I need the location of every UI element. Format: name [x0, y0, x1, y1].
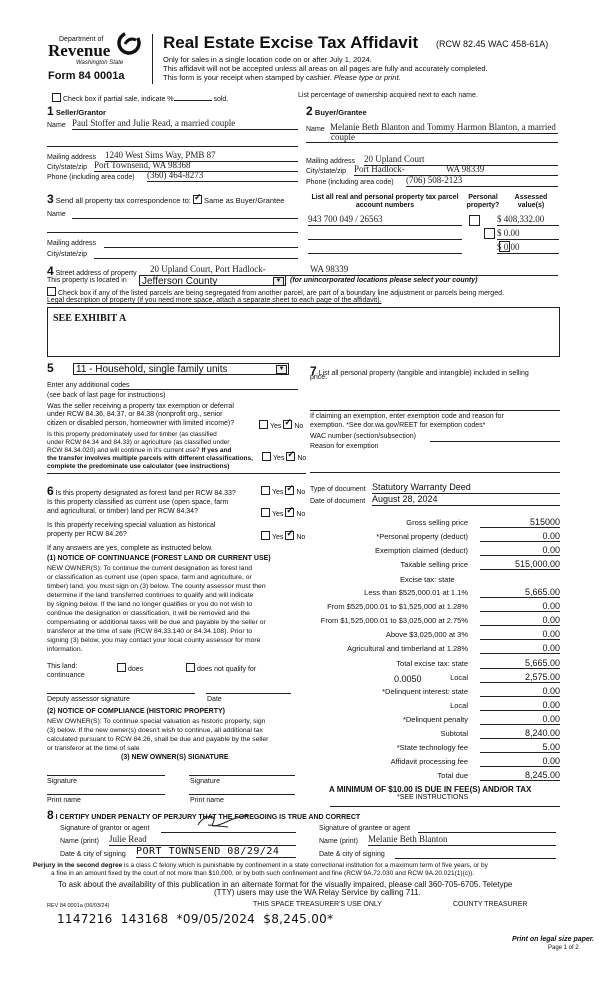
buyer-mailing-field[interactable]: 20 Upland Court [364, 154, 558, 166]
fee-value[interactable]: 0.00 [480, 531, 560, 542]
legal-description-value: SEE EXHIBIT A [53, 313, 127, 324]
fee-row-subtotal [300, 728, 560, 741]
q2-no-checkbox[interactable] [286, 452, 295, 461]
seller-name-field-2[interactable] [47, 136, 298, 147]
q2-line1: Is this property predominately used for timber (as classified [47, 431, 217, 438]
fee-row-total-due [300, 770, 560, 783]
seller-heading-label: Seller/Grantor [55, 108, 106, 117]
print-name-label-2: Print name [190, 797, 224, 804]
corr-mailing-field[interactable] [104, 239, 298, 248]
exemption-line1: If claiming an exemption, enter exemption code and reason for [310, 413, 504, 420]
parcel-personal-checkbox[interactable] [469, 215, 480, 226]
fee-label: Agricultural and timberland at 1.28% [347, 644, 468, 653]
grantee-name-label: Name (print) [319, 838, 358, 845]
if-yes-note: If any answers are yes, complete as instructed below. [47, 545, 213, 552]
seller-mailing-field[interactable]: 1240 West Sims Way, PMB 87 [105, 150, 298, 162]
yes-label: Yes [272, 489, 284, 496]
correspondence-label: Send all property tax correspondence to: [55, 196, 191, 205]
grantee-signature-field[interactable] [418, 822, 556, 833]
fee-row-personal [300, 531, 560, 544]
q1-yes-checkbox[interactable] [259, 420, 268, 429]
fee-row-delinquent-local [300, 700, 560, 713]
section5-divider [47, 473, 306, 474]
form-number: Form 84 0001a [48, 70, 125, 82]
s6-q1-yes-checkbox[interactable] [261, 486, 270, 495]
corr-name-label: Name [47, 211, 66, 218]
partial-sale-suffix: sold. [213, 96, 229, 103]
q2-yes-checkbox[interactable] [262, 452, 271, 461]
partial-sale-percent-field[interactable] [174, 92, 212, 101]
section7-label [310, 364, 529, 378]
fee-label: Gross selling price [406, 518, 468, 527]
wac-label: WAC number (section/subsection) [310, 433, 416, 440]
agency-dept: Department of [59, 36, 104, 43]
buyer-heading [306, 104, 367, 118]
no-label: No [296, 511, 306, 518]
same-as-buyer-checkbox[interactable] [193, 195, 202, 204]
section7-label-line1: List all personal property (tangible and intangible) included in selling [318, 370, 529, 377]
perjury-text: is a class C felony which is punishable by confinement in a state correctional institution for a maximum term of five years, or by [122, 862, 488, 869]
fee-value[interactable]: 0.00 [480, 643, 560, 654]
agency-state: Washington State [76, 60, 124, 66]
corr-city-field[interactable] [94, 250, 298, 259]
fee-row-gross [300, 517, 560, 530]
this-land-label: This land: [47, 663, 78, 670]
s6-q3-line2: property per RCW 84.26? [47, 531, 127, 538]
section-7-number: 7 [310, 364, 317, 378]
no-label: No [294, 423, 304, 430]
chevron-down-icon[interactable]: ▼ [273, 277, 284, 286]
q1-line2: under RCW 84.36, 84.37, or 84.38 (nonprofit org., senior [47, 411, 223, 418]
treasurer-stamp: 1147216 143168 *09/05/2024 $8,245.00* [57, 912, 334, 926]
notice2-line: or transferor at the time of sale [47, 745, 140, 752]
q1-yes-no [259, 420, 303, 430]
header-note-3 [163, 73, 401, 82]
county-select-value: Jefferson County [142, 276, 218, 287]
no-label: No [296, 534, 306, 541]
legal-description-box[interactable] [47, 307, 560, 357]
section-2-number: 2 [306, 104, 313, 118]
fee-label: *Delinquent interest: state [382, 687, 468, 696]
buyer-phone-label: Phone (including area code) [306, 179, 394, 186]
section-8-number: 8 [47, 808, 54, 822]
additional-codes-label: Enter any additional codes [47, 382, 130, 389]
seller-city-field[interactable]: Port Townsend, WA 98368 [94, 160, 298, 172]
q2-line3 [47, 447, 231, 454]
ownership-note: List percentage of ownership acquired next to each name. [298, 92, 478, 99]
parcel-assessed-field[interactable]: $ 408,332.00 [497, 214, 559, 226]
yes-label: Yes [270, 423, 282, 430]
buyer-name-line-2 [306, 141, 558, 143]
notice1-line: compensating or additional taxes will be due and payable by the seller or [47, 619, 266, 626]
buyer-mailing-label: Mailing address [306, 158, 356, 165]
notice1-line: continue the designation or classification, it will be removed and the [47, 610, 250, 617]
fee-value[interactable]: 5,665.00 [480, 587, 560, 598]
fee-label: Taxable selling price [400, 560, 468, 569]
notice2-body [47, 717, 268, 753]
county-treasurer: COUNTY TREASURER [453, 901, 528, 908]
fee-value[interactable]: 0.00 [480, 700, 560, 711]
street-address-value: 20 Upland Court, Port Hadlock- [150, 264, 266, 274]
grantee-sig-label: Signature of grantee or agent [319, 825, 411, 832]
does-label: does [128, 666, 144, 673]
county-select[interactable] [139, 275, 286, 286]
corr-mailing-label: Mailing address [47, 240, 97, 247]
notice1-line: by signing below. If the land no longer qualifies or you do not wish to [47, 601, 253, 608]
street-label-text: Street address of property [55, 270, 137, 277]
street-zip-value: WA 98339 [310, 264, 349, 274]
fee-label: Total excise tax: state [396, 659, 468, 668]
fee-label: *Delinquent penalty [402, 715, 468, 724]
doc-date-label: Date of document [310, 498, 366, 505]
notice1-body [47, 564, 266, 654]
s6-q3-yes-no [261, 531, 305, 541]
section8-top-rule [330, 806, 560, 807]
fee-value[interactable]: 0.00 [480, 601, 560, 612]
q2-yes-no [262, 452, 306, 462]
chevron-down-icon[interactable]: ▼ [276, 365, 287, 374]
fee-row-local [300, 672, 560, 685]
fee-label: Exemption claimed (deduct) [375, 546, 468, 555]
notice2-line: NEW OWNER(S): To continue special valuation as historic property, sign [47, 718, 266, 725]
new-owner-signature-2[interactable] [189, 775, 295, 776]
section-1-number: 1 [47, 104, 54, 118]
parcel-assessed-field[interactable]: $ 0.00 [497, 228, 559, 240]
buyer-city-value: Port Hadlock- [354, 164, 405, 174]
fee-label: Affidavit processing fee [390, 757, 468, 766]
fee-row-delinquent-state [300, 686, 560, 699]
new-owner-print-2[interactable] [189, 794, 295, 795]
signature-label-1: Signature [47, 778, 77, 785]
street-label [47, 264, 137, 278]
fee-label: From $1,525,000.01 to $3,025,000 at 2.75% [320, 616, 468, 625]
fee-label: Above $3,025,000 at 3% [385, 630, 468, 639]
partial-sale-row [52, 92, 228, 103]
parcel-account-field[interactable] [308, 228, 462, 240]
grantee-name-field[interactable]: Melanie Beth Blanton [368, 834, 556, 846]
reason-label: Reason for exemption [310, 443, 379, 450]
does-checkbox[interactable] [117, 663, 126, 672]
partial-sale-label: Check box if partial sale, indicate % [63, 96, 174, 103]
seller-mailing-label: Mailing address [47, 154, 97, 161]
fee-row-taxable [300, 559, 560, 572]
header-note-2: This affidavit will not be accepted unless all areas on all pages are fully and accurately completed. [163, 64, 488, 73]
no-label: No [296, 489, 306, 496]
fee-label: Less than $525,000.01 at 1.1% [364, 588, 468, 597]
header-divider [152, 34, 153, 84]
fee-label: Local [450, 673, 468, 682]
buyer-state-zip-value: WA 98339 [446, 164, 485, 174]
corr-name-field[interactable] [72, 210, 298, 219]
parcel-col-personal: Personal property? [466, 194, 500, 209]
q2-line2: under RCW 84.34 and 84.33) or agriculture (as classified under [47, 439, 230, 446]
q1-line3: citizen or disabled person, homeowner with limited income)? [47, 420, 235, 427]
fee-value[interactable]: 0.00 [480, 545, 560, 556]
fee-value[interactable]: 0.00 [480, 686, 560, 697]
corr-name-field-2[interactable] [47, 224, 298, 233]
fee-row-agricultural [300, 643, 560, 656]
header-note-1: Only for sales in a single location code on or after July 1, 2024. [163, 55, 372, 64]
fee-value[interactable]: 515000 [480, 517, 560, 528]
deputy-signature-label: Deputy assessor signature [47, 696, 130, 703]
notice1-title: (1) NOTICE OF CONTINUANCE (FOREST LAND OR CURRENT USE) [47, 555, 271, 562]
form-citation: (RCW 82.45 WAC 458-61A) [436, 39, 549, 49]
agency-name: Revenue [48, 41, 111, 60]
fee-label: Local [450, 701, 468, 710]
parcel-account-field[interactable] [308, 242, 462, 254]
form-title: Real Estate Excise Tax Affidavit [163, 33, 419, 52]
page-number: Page 1 of 2 [548, 945, 579, 951]
deputy-date-field[interactable] [206, 693, 291, 694]
section-3-number: 3 [47, 192, 54, 206]
fee-label: Subtotal [440, 729, 468, 738]
grantor-name-field[interactable]: Julie Read [109, 834, 296, 846]
section7-label-line2: price. [310, 374, 328, 381]
see-instructions: *SEE INSTRUCTIONS [397, 794, 469, 801]
correspondence-heading [47, 192, 284, 206]
print-name-label-1: Print name [47, 797, 81, 804]
local-rate: 0.0050 [394, 674, 422, 684]
segregated-checkbox[interactable] [47, 287, 56, 296]
grantor-name-label: Name (print) [60, 838, 99, 845]
perjury-bold: Perjury in the second degree [33, 862, 123, 869]
personal-property-field[interactable] [310, 410, 560, 411]
section-4-number: 4 [47, 264, 54, 278]
notice2-line: (3) below. If the new owner(s) doesn't wish to continue, all additional tax [47, 727, 263, 734]
s6-q2-yes-no [261, 508, 305, 518]
fee-row-exemption [300, 545, 560, 558]
s6-q3-no-checkbox[interactable] [285, 531, 294, 540]
notice3-title: (3) NEW OWNER(S) SIGNATURE [121, 754, 229, 761]
q2-line4: the transfer involves multiple parcels with different classifications, [47, 455, 253, 462]
fee-row-tier2 [300, 601, 560, 614]
treasurer-use: THIS SPACE TREASURER'S USE ONLY [253, 901, 382, 908]
section-5-number: 5 [47, 361, 54, 375]
land-use-select[interactable] [73, 363, 289, 375]
buyer-name-label: Name [306, 126, 325, 133]
seller-heading [47, 104, 106, 118]
does-not-checkbox[interactable] [186, 663, 195, 672]
header-note-3-text: This form is your receipt when stamped by cashier. [163, 73, 332, 82]
grantor-sig-label: Signature of grantor or agent [60, 825, 150, 832]
fee-value[interactable]: 8,245.00 [480, 770, 560, 781]
q1-no-checkbox[interactable] [283, 420, 292, 429]
buyer-city-label: City/state/zip [306, 168, 347, 175]
wac-field[interactable] [430, 433, 560, 442]
s6-q1-no-checkbox[interactable] [285, 486, 294, 495]
s6-q3-line1: Is this property receiving special valuation as historical [47, 522, 216, 529]
fee-value[interactable]: 5,665.00 [480, 658, 560, 669]
fee-label: Total due [437, 771, 468, 780]
section-6-number: 6 [47, 484, 54, 498]
doc-type-label: Type of document [310, 486, 366, 493]
fee-row-processing-fee [300, 756, 560, 769]
doc-date-field[interactable]: August 28, 2024 [372, 494, 560, 506]
excise-tax-state-heading: Excise tax: state [400, 575, 455, 584]
segregated-label: Check box if any of the listed parcels are being segregated from another parcel, are part of a boundary line adjustment or parcels being merged. [58, 290, 504, 297]
yes-label: Yes [273, 455, 285, 462]
seller-city-label: City/state/zip [47, 164, 88, 171]
q2-line5: complete the predominate use calculator (see instructions) [47, 463, 230, 470]
corr-city-label: City/state/zip [47, 251, 88, 258]
doc-type-field[interactable]: Statutory Warranty Deed [372, 482, 560, 494]
seller-name-field[interactable]: Paul Stoffer and Julie Read, a married couple [72, 118, 298, 130]
buyer-name-field-2[interactable]: couple [331, 132, 355, 142]
seller-name-label: Name [47, 122, 66, 129]
reason-field[interactable] [310, 472, 560, 473]
perjury-line1 [33, 862, 488, 869]
parcel-col-account: List all real and personal property tax parcel account numbers [311, 194, 459, 209]
minimum-note: A MINIMUM OF $10.00 IS DUE IN FEE(S) AND/OR TAX [329, 785, 532, 794]
s6-q2-line2: and agricultural, or timber) land per RCW 84.34? [47, 508, 198, 515]
fee-row-tier1 [300, 587, 560, 600]
s6-q2-no-checkbox[interactable] [285, 508, 294, 517]
notice1-line: or classification as current use (open space, farm and agriculture, or [47, 574, 252, 581]
parcel-personal-checkbox[interactable] [484, 228, 495, 239]
fee-label: *Personal property (deduct) [376, 532, 468, 541]
notice2-line: calculated pursuant to RCW 84.26, shall be due and payable by the seller [47, 736, 269, 743]
additional-codes-field[interactable] [118, 381, 298, 390]
fee-value[interactable]: 515,000.00 [480, 559, 560, 570]
does-option [117, 663, 143, 673]
new-owner-print-1[interactable] [47, 794, 165, 795]
s6-q3-yes-checkbox[interactable] [261, 531, 270, 540]
fee-value[interactable]: 0.00 [480, 629, 560, 640]
alt-format-line2: (TTY) users may use the WA Relay Service by calling 711. [214, 888, 421, 897]
deputy-date-label: Date [207, 696, 222, 703]
s6-q1-yes-no [261, 486, 305, 496]
seller-phone-label: Phone (including area code) [47, 174, 135, 181]
notice1-line: timber) land, you must sign on (3) below. The county assessor must then [47, 583, 266, 590]
fee-value[interactable]: 0.00 [480, 615, 560, 626]
grantee-date-label: Date & city of signing [319, 851, 385, 858]
perjury-line2: a fine in an amount fixed by the court of not more than $10,000, or by both such confinement and fine (RCW 9A.72.030 and RCW 9A.20.021(1)(c)). [51, 870, 475, 877]
does-not-label: does not qualify for [197, 666, 257, 673]
grantor-date-field[interactable]: PORT TOWNSEND 08/29/24 [136, 846, 296, 858]
exemption-line2: exemption. *See dor.wa.gov/REET for exemption codes* [310, 422, 486, 429]
located-in-label: This property is located in [47, 277, 127, 284]
fee-label: From $525,000.01 to $1,525,000 at 1.28% [327, 602, 468, 611]
grantee-date-field[interactable] [395, 848, 556, 859]
deputy-signature-field[interactable] [47, 693, 195, 694]
grantor-date-label: Date & city of signing [60, 851, 126, 858]
notice1-line: determine if the land transferred continues to qualify and will indicate [47, 592, 254, 599]
fee-value[interactable]: 0.00 [480, 714, 560, 725]
parcel-assessed-field[interactable]: $ 0.00 [497, 242, 559, 254]
fee-label: *State technology fee [396, 743, 468, 752]
county-note: (for unincorporated locations please select your county) [290, 277, 478, 284]
signature-scribble-icon [193, 813, 253, 831]
buyer-heading-label: Buyer/Grantee [314, 108, 367, 117]
legal-label: Legal description of property (if you need more space, attach a separate sheet to each page of the affidavit). [47, 297, 382, 304]
buyer-phone-field[interactable]: (706) 508-2123 [406, 175, 558, 187]
notice1-line: NEW OWNER(S): To continue the current designation as forest land [47, 565, 253, 572]
q1-line1: Was the seller receiving a property tax exemption or deferral [47, 403, 234, 410]
fee-value[interactable]: 0.00 [480, 756, 560, 767]
q2-line3-text: RCW 84.34.020) and will continue in it's current use? [47, 447, 200, 454]
parcel-account-field[interactable]: 943 700 049 / 26563 [308, 214, 462, 226]
no-label: No [297, 455, 307, 462]
legal-paper-note: Print on legal size paper. [512, 936, 595, 943]
notice1-line: signing (3) below, you may contact your local county assessor for more [47, 637, 261, 644]
fee-value[interactable]: 8,240.00 [480, 728, 560, 739]
q2-line3-bold: If yes and [201, 447, 232, 454]
land-use-value: 11 - Household, single family units [76, 364, 228, 375]
rev-number: REV 84 0001a (06/03/24) [47, 903, 110, 909]
fee-value[interactable]: 2,575.00 [480, 672, 560, 683]
s6-q2-line1: Is this property classified as current use (open space, farm [47, 499, 229, 506]
s6-q1-text: Is this property designated as forest land per RCW 84.33? [55, 490, 236, 497]
fee-value[interactable]: 5.00 [480, 742, 560, 753]
dor-logo-icon [117, 31, 141, 55]
certify-text: I CERTIFY UNDER PENALTY OF PERJURY THAT THE FOREGOING IS TRUE AND CORRECT [55, 814, 361, 821]
fee-row-tech-fee [300, 742, 560, 755]
fee-row-tier3 [300, 615, 560, 628]
fee-row-total-state [300, 658, 560, 671]
new-owner-signature-1[interactable] [47, 775, 165, 776]
alt-format-line1: To ask about the availability of this publication in an alternate format for the visually impaired, please call 360-705-6705. Teletype [58, 880, 513, 889]
buyer-name-field[interactable]: Melanie Beth Blanton and Tommy Harmon Blanton, a married [330, 122, 558, 134]
instructions-note: (see back of last page for instructions) [47, 392, 166, 399]
header-note-3-italic: Please type or print. [333, 73, 401, 82]
continuance-label: continuance [47, 672, 85, 679]
notice1-line: transferor at the time of sale (RCW 84.33.140 or 84.34.108). Prior to [47, 628, 253, 635]
parcel-col-assessed: Assessed value(s) [514, 194, 548, 209]
fee-row-penalty [300, 714, 560, 727]
s6-q2-yes-checkbox[interactable] [261, 508, 270, 517]
same-as-buyer-label: Same as Buyer/Grantee [203, 196, 285, 205]
seller-phone-field[interactable]: (360) 464-8273 [147, 170, 298, 182]
partial-sale-checkbox[interactable] [52, 93, 61, 102]
notice2-title: (2) NOTICE OF COMPLIANCE (HISTORIC PROPERTY) [47, 708, 225, 715]
segregated-row [47, 287, 504, 297]
fee-row-tier4 [300, 629, 560, 642]
grantor-signature-field[interactable] [161, 822, 296, 833]
signature-label-2: Signature [190, 778, 220, 785]
yes-label: Yes [272, 511, 284, 518]
does-not-option [186, 663, 256, 673]
s6-q1 [47, 484, 236, 498]
notice1-line: information. [47, 646, 83, 653]
yes-label: Yes [272, 534, 284, 541]
